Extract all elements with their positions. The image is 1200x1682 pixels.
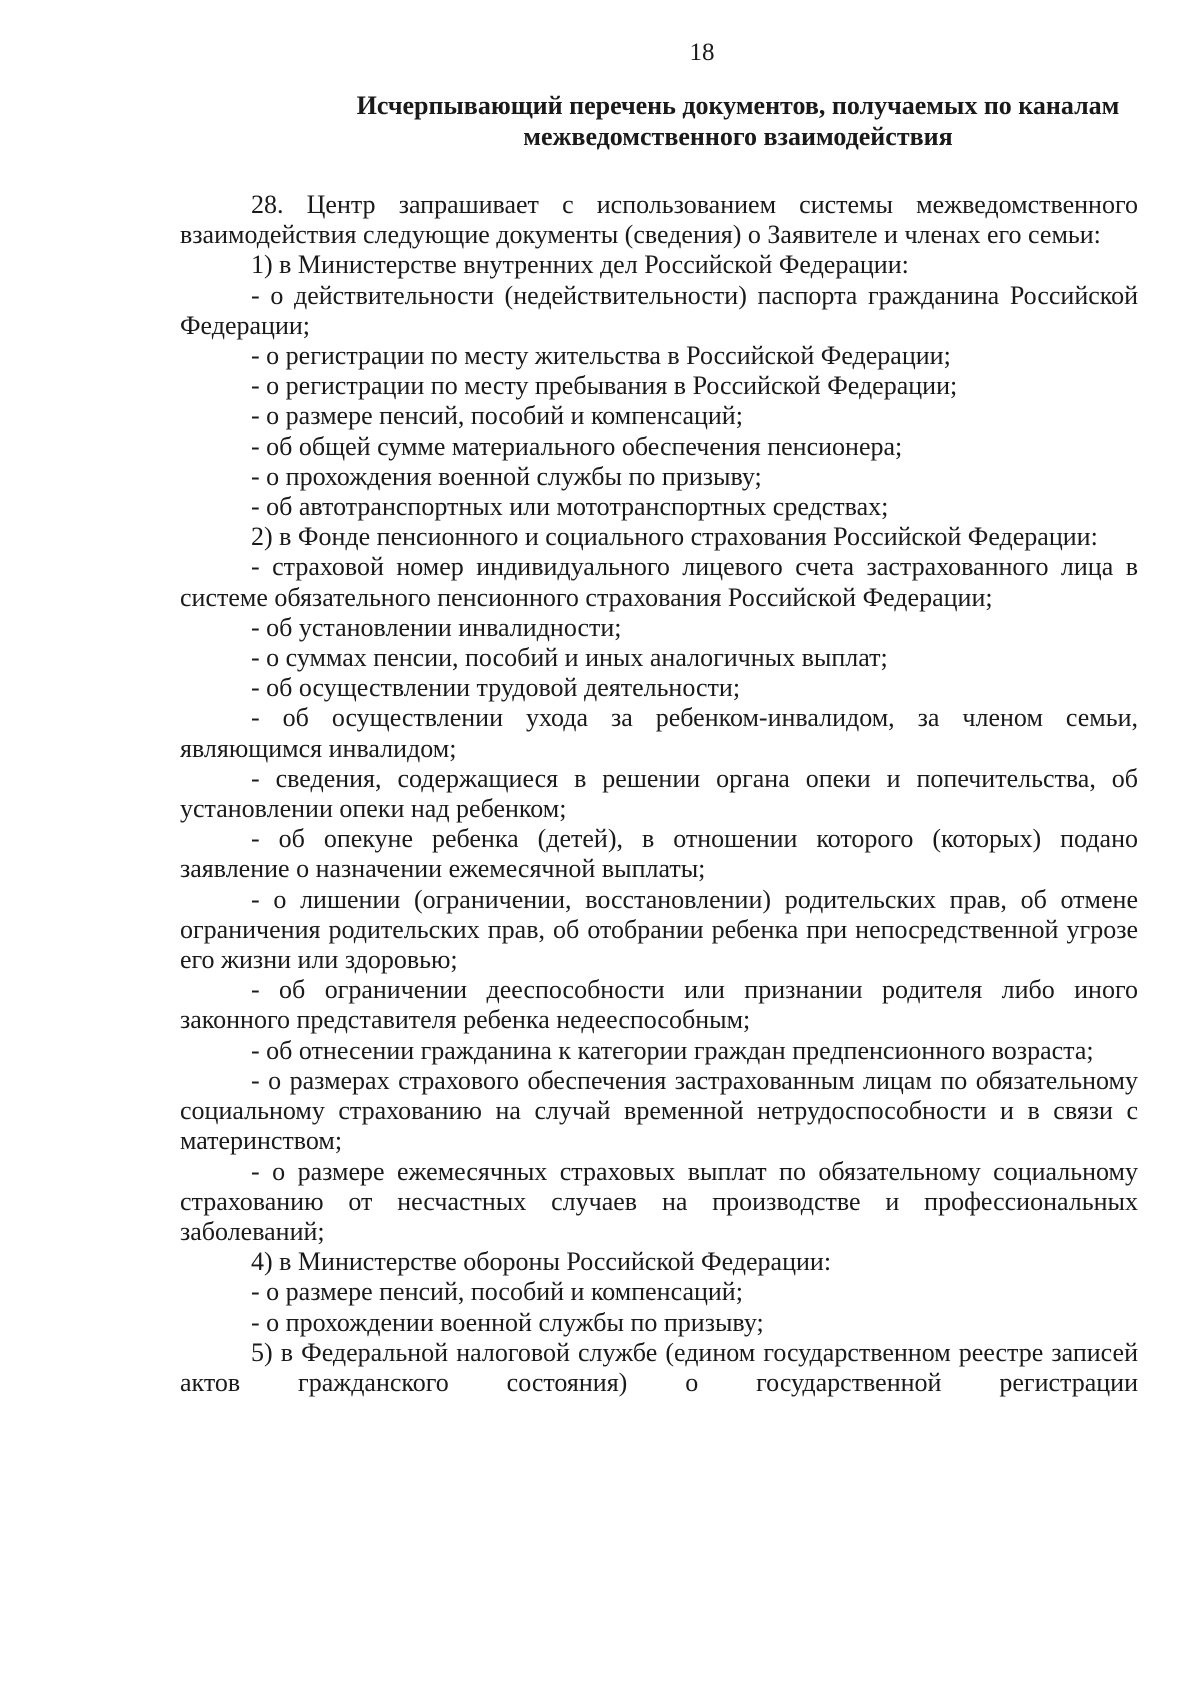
list-item: - о размере ежемесячных страховых выплат по обязательному социальному страхованию от несчастных случаев на производстве и профессиональных заболеваний; (180, 1156, 1138, 1246)
list-item: - о прохождении военной службы по призыву; (251, 1307, 764, 1337)
list-item: - о регистрации по месту жительства в Российской Федерации; (251, 341, 951, 371)
list-item: - об автотранспортных или мототранспортных средствах; (251, 492, 889, 522)
list-item: - об осуществлении ухода за ребенком-инвалидом, за членом семьи, являющимся инвалидом; (180, 703, 1138, 763)
list-item: 2) в Фонде пенсионного и социального страхования Российской Федерации: (251, 522, 1098, 552)
page-number: 18 (689, 39, 715, 66)
list-item: 1) в Министерстве внутренних дел Российской Федерации: (251, 250, 909, 280)
list-item: - о действительности (недействительности) паспорта гражданина Российской Федерации; (180, 280, 1138, 340)
section-heading (180, 90, 1200, 152)
list-item: - об осуществлении трудовой деятельности; (251, 673, 741, 703)
list-item: 4) в Министерстве обороны Российской Федерации: (251, 1247, 832, 1277)
document-body (180, 190, 1138, 1398)
list-item: - об отнесении гражданина к категории граждан предпенсионного возраста; (251, 1035, 1094, 1065)
list-item: - об установлении инвалидности; (251, 612, 622, 642)
list-item: - о размерах страхового обеспечения застрахованным лицам по обязательному социальному страхованию на случай временной нетрудоспособности и в связи с материнством; (180, 1065, 1138, 1156)
list-item: - о прохождения военной службы по призыву; (251, 461, 762, 491)
list-item: - об опекуне ребенка (детей), в отношении которого (которых) подано заявление о назначении ежемесячной выплаты; (180, 824, 1138, 884)
list-item: - сведения, содержащиеся в решении органа опеки и попечительства, об установлении опеки над ребенком; (180, 763, 1138, 824)
list-item: - о размере пенсий, пособий и компенсаций; (251, 1277, 743, 1307)
list-item: - об общей сумме материального обеспечения пенсионера; (251, 431, 903, 461)
list-item: - о лишении (ограничении, восстановлении) родительских прав, об отмене ограничения родительских прав, об отобрании ребенка при непосредственной угрозе его жизни или здоровью; (180, 884, 1138, 975)
heading-line: межведомственного взаимодействия (523, 122, 953, 151)
paragraph: 28. Центр запрашивает с использованием системы межведомственного взаимодействия следующие документы (сведения) о Заявителе и членах его семьи: (180, 190, 1138, 250)
list-item: - о размере пенсий, пособий и компенсаций; (251, 401, 743, 431)
list-item: - о регистрации по месту пребывания в Российской Федерации; (251, 371, 958, 401)
heading-line: Исчерпывающий перечень документов, получаемых по каналам (356, 91, 1120, 120)
list-item: - страховой номер индивидуального лицевого счета застрахованного лица в системе обязательного пенсионного страхования Российской Федерации; (180, 552, 1138, 612)
list-item: - о суммах пенсии, пособий и иных аналогичных выплат; (251, 643, 888, 673)
list-item: 5) в Федеральной налоговой службе (едином государственном реестре записей актов гражданского состояния) о государственной регистрации (180, 1337, 1138, 1397)
list-item: - об ограничении дееспособности или признании родителя либо иного законного представителя ребенка недееспособным; (180, 975, 1138, 1035)
